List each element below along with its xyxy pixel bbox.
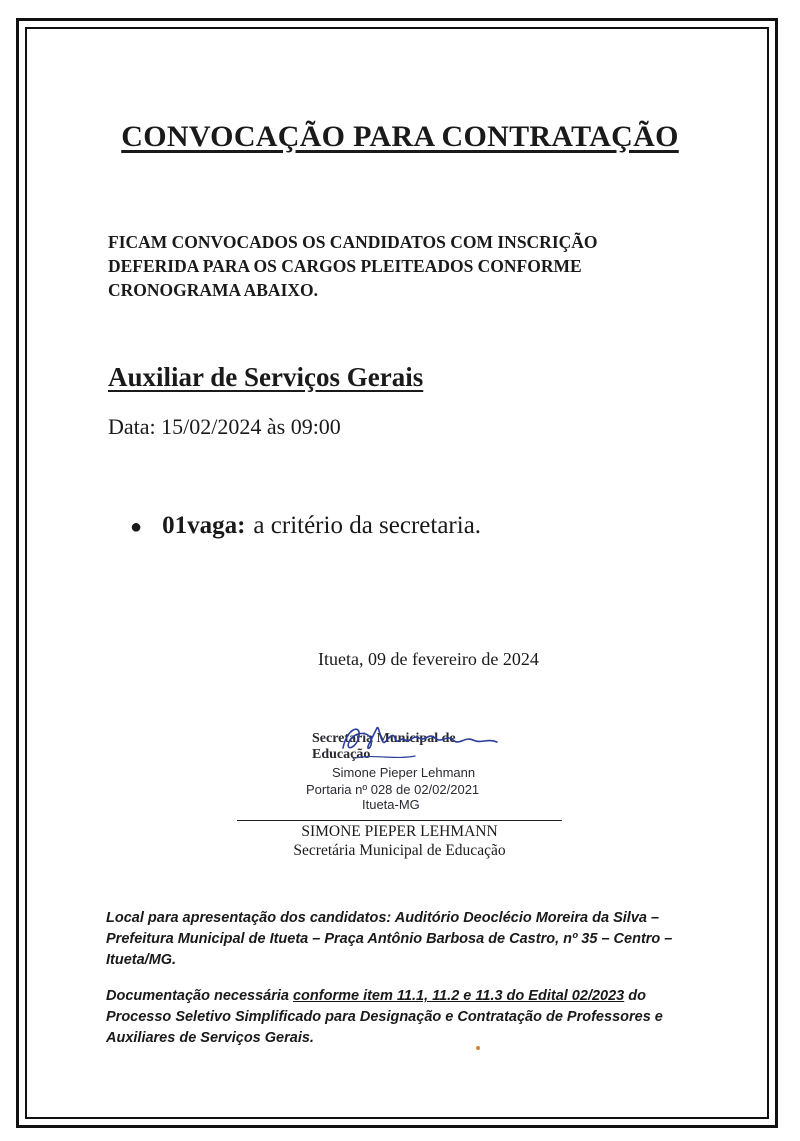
handwritten-signature [335,718,505,768]
bullet-icon: ● [130,516,143,538]
cargo-heading: Auxiliar de Serviços Gerais [108,362,424,392]
stamp-portaria: Portaria nº 028 de 02/02/2021 [306,782,480,797]
vaga-label: 01vaga: [162,512,246,539]
documentation-suffix: do Processo Seletivo Simplificado para Designação e Contratação de Professores e Auxiliares de Serviços Gerais. [106,988,663,1046]
document-title: CONVOCAÇÃO PARA CONTRATAÇÃO [121,120,679,153]
schedule-date: Data: 15/02/2024 às 09:00 [108,414,341,439]
documentation-prefix: Documentação necessária [106,988,293,1004]
stamp-city: Itueta-MG [362,797,420,812]
signature-line [237,820,562,821]
vaga-text: a critério da secretaria. [253,512,482,539]
place-date: Itueta, 09 de fevereiro de 2024 [318,649,539,669]
local-paragraph: Local para apresentação dos candidatos: Auditório Deoclécio Moreira da Silva – Prefeitura Municipal de Itueta – Praça Antônio Barbosa de Castro, nº 35 – Centro – Itueta/MG. [106,910,673,968]
documentation-paragraph [106,986,696,1049]
intro-paragraph: FICAM CONVOCADOS OS CANDIDATOS COM INSCRIÇÃO DEFERIDA PARA OS CARGOS PLEITEADOS CONFORME CRONOGRAMA ABAIXO. [108,232,598,300]
scan-speck [476,1046,480,1050]
documentation-reference: conforme item 11.1, 11.2 e 11.3 do Edital 02/2023 [292,988,625,1004]
signatory-role: Secretária Municipal de Educação [293,842,506,859]
signatory-name: SIMONE PIEPER LEHMANN [301,823,498,840]
stamp-name: Simone Pieper Lehmann [332,765,476,780]
stamp-title: Secretaria Municipal de Educação [312,731,456,762]
vaga-list-item [130,512,481,540]
